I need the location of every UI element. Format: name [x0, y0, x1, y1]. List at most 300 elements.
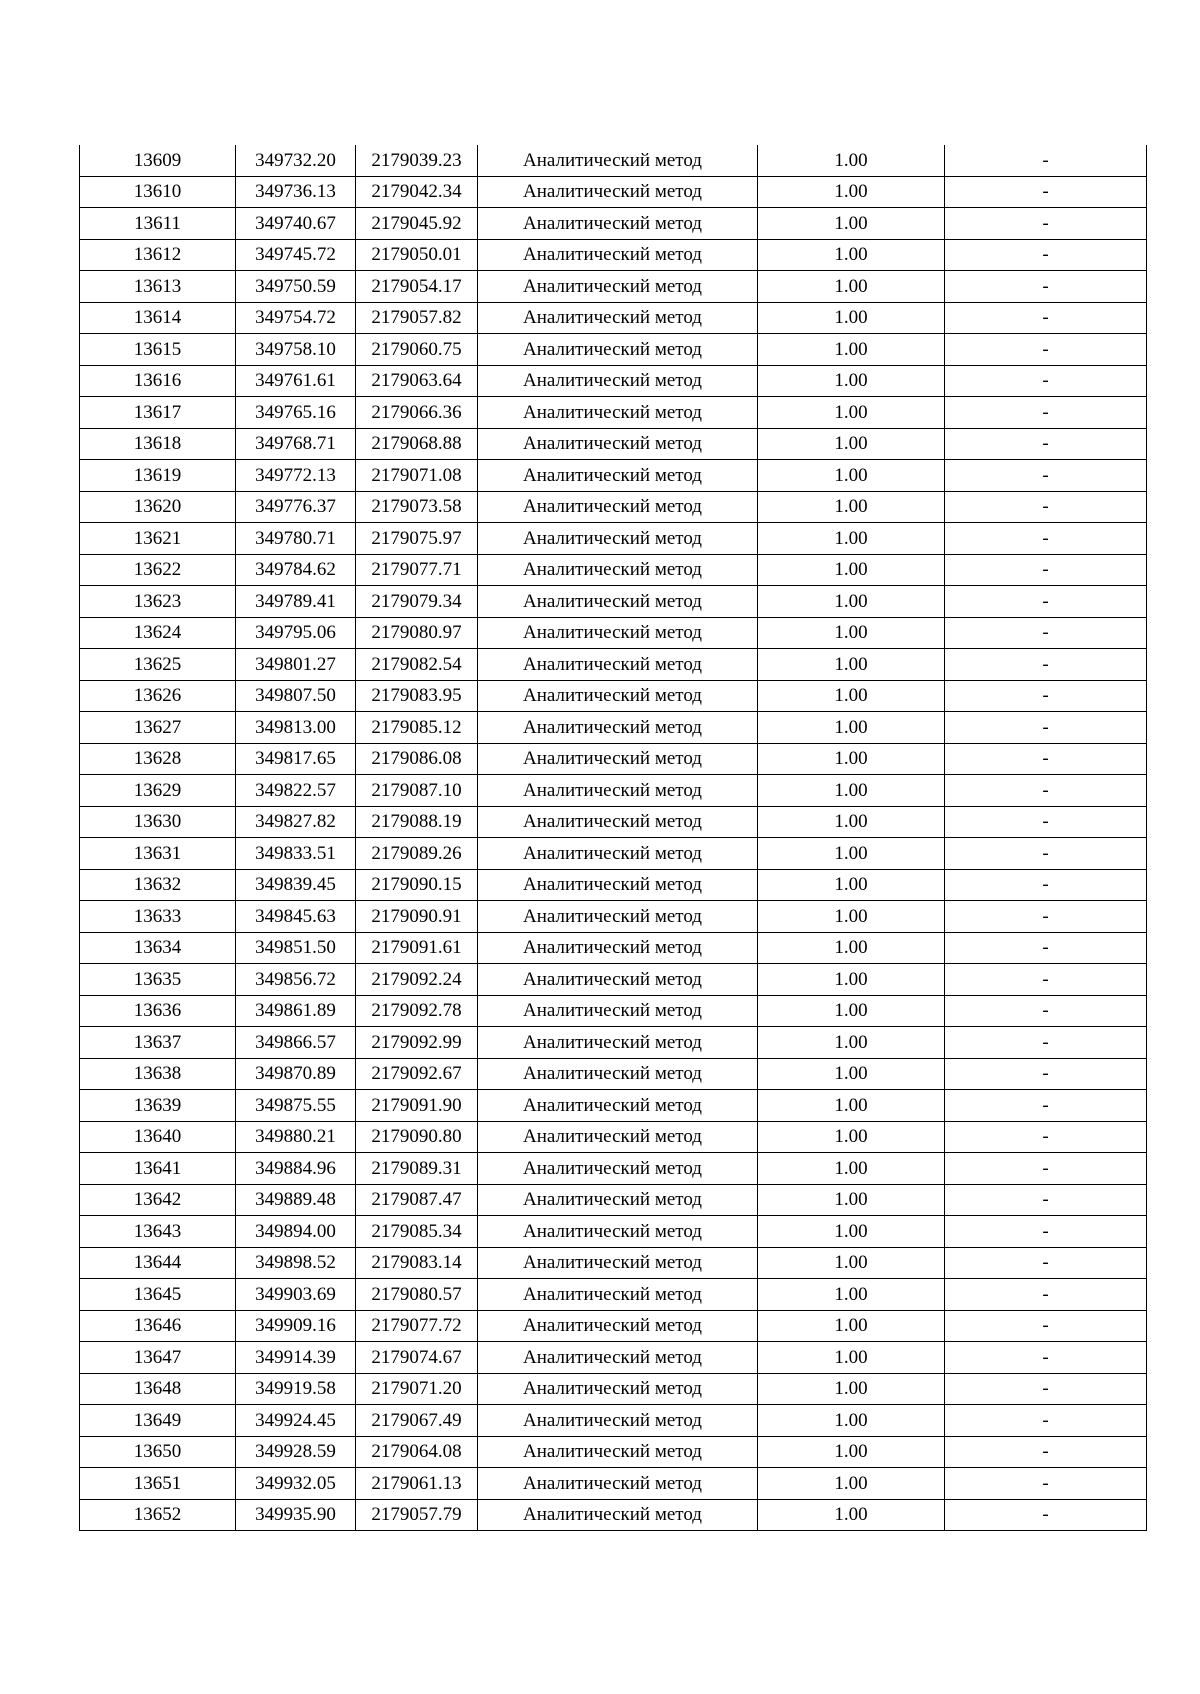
x-coordinate-cell: 349801.27	[236, 649, 356, 681]
x-coordinate-cell: 349772.13	[236, 460, 356, 492]
description-cell: -	[945, 1121, 1147, 1153]
description-cell: -	[945, 428, 1147, 460]
y-coordinate-cell: 2179067.49	[356, 1405, 478, 1437]
point-number-cell: 13630	[80, 806, 236, 838]
accuracy-cell: 1.00	[758, 1121, 945, 1153]
table-row	[80, 1153, 1147, 1185]
description-cell: -	[945, 397, 1147, 429]
method-cell: Аналитический метод	[478, 1468, 758, 1500]
description-cell: -	[945, 680, 1147, 712]
y-coordinate-cell: 2179064.08	[356, 1436, 478, 1468]
accuracy-cell: 1.00	[758, 1405, 945, 1437]
y-coordinate-cell: 2179050.01	[356, 239, 478, 271]
y-coordinate-cell: 2179090.15	[356, 869, 478, 901]
table-row	[80, 1468, 1147, 1500]
description-cell: -	[945, 365, 1147, 397]
y-coordinate-cell: 2179068.88	[356, 428, 478, 460]
point-number-cell: 13647	[80, 1342, 236, 1374]
point-number-cell: 13643	[80, 1216, 236, 1248]
table-row	[80, 1342, 1147, 1374]
accuracy-cell: 1.00	[758, 743, 945, 775]
point-number-cell: 13617	[80, 397, 236, 429]
y-coordinate-cell: 2179086.08	[356, 743, 478, 775]
y-coordinate-cell: 2179080.97	[356, 617, 478, 649]
accuracy-cell: 1.00	[758, 1310, 945, 1342]
method-cell: Аналитический метод	[478, 460, 758, 492]
y-coordinate-cell: 2179071.20	[356, 1373, 478, 1405]
description-cell: -	[945, 1342, 1147, 1374]
description-cell: -	[945, 806, 1147, 838]
table-row	[80, 806, 1147, 838]
table-row	[80, 1310, 1147, 1342]
accuracy-cell: 1.00	[758, 1499, 945, 1531]
x-coordinate-cell: 349861.89	[236, 995, 356, 1027]
description-cell: -	[945, 460, 1147, 492]
x-coordinate-cell: 349851.50	[236, 932, 356, 964]
table-row	[80, 176, 1147, 208]
method-cell: Аналитический метод	[478, 1090, 758, 1122]
method-cell: Аналитический метод	[478, 1216, 758, 1248]
coordinates-table-body	[80, 145, 1147, 1531]
table-row	[80, 775, 1147, 807]
accuracy-cell: 1.00	[758, 1436, 945, 1468]
description-cell: -	[945, 208, 1147, 240]
description-cell: -	[945, 1216, 1147, 1248]
x-coordinate-cell: 349924.45	[236, 1405, 356, 1437]
point-number-cell: 13648	[80, 1373, 236, 1405]
accuracy-cell: 1.00	[758, 712, 945, 744]
y-coordinate-cell: 2179092.24	[356, 964, 478, 996]
accuracy-cell: 1.00	[758, 365, 945, 397]
table-row	[80, 365, 1147, 397]
accuracy-cell: 1.00	[758, 869, 945, 901]
point-number-cell: 13626	[80, 680, 236, 712]
description-cell: -	[945, 1279, 1147, 1311]
table-row	[80, 1121, 1147, 1153]
y-coordinate-cell: 2179082.54	[356, 649, 478, 681]
method-cell: Аналитический метод	[478, 1373, 758, 1405]
x-coordinate-cell: 349919.58	[236, 1373, 356, 1405]
method-cell: Аналитический метод	[478, 1058, 758, 1090]
point-number-cell: 13640	[80, 1121, 236, 1153]
method-cell: Аналитический метод	[478, 932, 758, 964]
description-cell: -	[945, 145, 1147, 176]
table-row	[80, 239, 1147, 271]
y-coordinate-cell: 2179092.99	[356, 1027, 478, 1059]
method-cell: Аналитический метод	[478, 176, 758, 208]
y-coordinate-cell: 2179091.90	[356, 1090, 478, 1122]
point-number-cell: 13619	[80, 460, 236, 492]
x-coordinate-cell: 349889.48	[236, 1184, 356, 1216]
point-number-cell: 13611	[80, 208, 236, 240]
accuracy-cell: 1.00	[758, 428, 945, 460]
y-coordinate-cell: 2179088.19	[356, 806, 478, 838]
y-coordinate-cell: 2179042.34	[356, 176, 478, 208]
description-cell: -	[945, 932, 1147, 964]
method-cell: Аналитический метод	[478, 1153, 758, 1185]
accuracy-cell: 1.00	[758, 271, 945, 303]
x-coordinate-cell: 349894.00	[236, 1216, 356, 1248]
method-cell: Аналитический метод	[478, 680, 758, 712]
point-number-cell: 13637	[80, 1027, 236, 1059]
accuracy-cell: 1.00	[758, 901, 945, 933]
description-cell: -	[945, 1373, 1147, 1405]
method-cell: Аналитический метод	[478, 617, 758, 649]
point-number-cell: 13639	[80, 1090, 236, 1122]
point-number-cell: 13651	[80, 1468, 236, 1500]
point-number-cell: 13613	[80, 271, 236, 303]
y-coordinate-cell: 2179090.91	[356, 901, 478, 933]
table-row	[80, 869, 1147, 901]
x-coordinate-cell: 349870.89	[236, 1058, 356, 1090]
table-row	[80, 397, 1147, 429]
y-coordinate-cell: 2179077.72	[356, 1310, 478, 1342]
table-row	[80, 145, 1147, 176]
method-cell: Аналитический метод	[478, 712, 758, 744]
method-cell: Аналитический метод	[478, 806, 758, 838]
table-row	[80, 617, 1147, 649]
accuracy-cell: 1.00	[758, 397, 945, 429]
method-cell: Аналитический метод	[478, 1279, 758, 1311]
method-cell: Аналитический метод	[478, 1027, 758, 1059]
accuracy-cell: 1.00	[758, 932, 945, 964]
point-number-cell: 13625	[80, 649, 236, 681]
accuracy-cell: 1.00	[758, 1373, 945, 1405]
table-row	[80, 932, 1147, 964]
coordinates-table	[79, 145, 1147, 1531]
accuracy-cell: 1.00	[758, 208, 945, 240]
table-row	[80, 1373, 1147, 1405]
method-cell: Аналитический метод	[478, 901, 758, 933]
table-row	[80, 743, 1147, 775]
y-coordinate-cell: 2179092.78	[356, 995, 478, 1027]
y-coordinate-cell: 2179063.64	[356, 365, 478, 397]
description-cell: -	[945, 1310, 1147, 1342]
description-cell: -	[945, 1027, 1147, 1059]
x-coordinate-cell: 349822.57	[236, 775, 356, 807]
table-row	[80, 271, 1147, 303]
y-coordinate-cell: 2179075.97	[356, 523, 478, 555]
y-coordinate-cell: 2179087.47	[356, 1184, 478, 1216]
table-row	[80, 1184, 1147, 1216]
method-cell: Аналитический метод	[478, 743, 758, 775]
description-cell: -	[945, 586, 1147, 618]
x-coordinate-cell: 349935.90	[236, 1499, 356, 1531]
y-coordinate-cell: 2179079.34	[356, 586, 478, 618]
x-coordinate-cell: 349795.06	[236, 617, 356, 649]
y-coordinate-cell: 2179045.92	[356, 208, 478, 240]
x-coordinate-cell: 349866.57	[236, 1027, 356, 1059]
y-coordinate-cell: 2179085.34	[356, 1216, 478, 1248]
y-coordinate-cell: 2179066.36	[356, 397, 478, 429]
accuracy-cell: 1.00	[758, 523, 945, 555]
y-coordinate-cell: 2179057.82	[356, 302, 478, 334]
point-number-cell: 13610	[80, 176, 236, 208]
y-coordinate-cell: 2179090.80	[356, 1121, 478, 1153]
description-cell: -	[945, 1499, 1147, 1531]
method-cell: Аналитический метод	[478, 554, 758, 586]
description-cell: -	[945, 901, 1147, 933]
x-coordinate-cell: 349839.45	[236, 869, 356, 901]
x-coordinate-cell: 349765.16	[236, 397, 356, 429]
accuracy-cell: 1.00	[758, 1090, 945, 1122]
x-coordinate-cell: 349898.52	[236, 1247, 356, 1279]
table-row	[80, 1027, 1147, 1059]
point-number-cell: 13612	[80, 239, 236, 271]
point-number-cell: 13636	[80, 995, 236, 1027]
description-cell: -	[945, 1468, 1147, 1500]
method-cell: Аналитический метод	[478, 838, 758, 870]
description-cell: -	[945, 523, 1147, 555]
description-cell: -	[945, 302, 1147, 334]
method-cell: Аналитический метод	[478, 271, 758, 303]
description-cell: -	[945, 1090, 1147, 1122]
description-cell: -	[945, 1058, 1147, 1090]
description-cell: -	[945, 1247, 1147, 1279]
table-row	[80, 302, 1147, 334]
table-row	[80, 1436, 1147, 1468]
method-cell: Аналитический метод	[478, 334, 758, 366]
x-coordinate-cell: 349761.61	[236, 365, 356, 397]
x-coordinate-cell: 349768.71	[236, 428, 356, 460]
table-row	[80, 586, 1147, 618]
accuracy-cell: 1.00	[758, 1342, 945, 1374]
y-coordinate-cell: 2179089.26	[356, 838, 478, 870]
point-number-cell: 13642	[80, 1184, 236, 1216]
x-coordinate-cell: 349884.96	[236, 1153, 356, 1185]
method-cell: Аналитический метод	[478, 491, 758, 523]
y-coordinate-cell: 2179085.12	[356, 712, 478, 744]
accuracy-cell: 1.00	[758, 1468, 945, 1500]
point-number-cell: 13616	[80, 365, 236, 397]
description-cell: -	[945, 239, 1147, 271]
x-coordinate-cell: 349856.72	[236, 964, 356, 996]
method-cell: Аналитический метод	[478, 1499, 758, 1531]
point-number-cell: 13609	[80, 145, 236, 176]
y-coordinate-cell: 2179074.67	[356, 1342, 478, 1374]
point-number-cell: 13629	[80, 775, 236, 807]
accuracy-cell: 1.00	[758, 1153, 945, 1185]
y-coordinate-cell: 2179087.10	[356, 775, 478, 807]
x-coordinate-cell: 349789.41	[236, 586, 356, 618]
x-coordinate-cell: 349750.59	[236, 271, 356, 303]
x-coordinate-cell: 349732.20	[236, 145, 356, 176]
method-cell: Аналитический метод	[478, 145, 758, 176]
table-row	[80, 523, 1147, 555]
method-cell: Аналитический метод	[478, 869, 758, 901]
description-cell: -	[945, 964, 1147, 996]
point-number-cell: 13623	[80, 586, 236, 618]
table-row	[80, 712, 1147, 744]
x-coordinate-cell: 349909.16	[236, 1310, 356, 1342]
accuracy-cell: 1.00	[758, 1058, 945, 1090]
accuracy-cell: 1.00	[758, 176, 945, 208]
table-row	[80, 1499, 1147, 1531]
point-number-cell: 13615	[80, 334, 236, 366]
x-coordinate-cell: 349776.37	[236, 491, 356, 523]
y-coordinate-cell: 2179060.75	[356, 334, 478, 366]
point-number-cell: 13634	[80, 932, 236, 964]
y-coordinate-cell: 2179077.71	[356, 554, 478, 586]
x-coordinate-cell: 349880.21	[236, 1121, 356, 1153]
table-row	[80, 680, 1147, 712]
method-cell: Аналитический метод	[478, 964, 758, 996]
table-row	[80, 428, 1147, 460]
point-number-cell: 13649	[80, 1405, 236, 1437]
method-cell: Аналитический метод	[478, 775, 758, 807]
y-coordinate-cell: 2179061.13	[356, 1468, 478, 1500]
accuracy-cell: 1.00	[758, 617, 945, 649]
method-cell: Аналитический метод	[478, 1184, 758, 1216]
description-cell: -	[945, 712, 1147, 744]
x-coordinate-cell: 349758.10	[236, 334, 356, 366]
x-coordinate-cell: 349754.72	[236, 302, 356, 334]
table-row	[80, 1058, 1147, 1090]
method-cell: Аналитический метод	[478, 365, 758, 397]
accuracy-cell: 1.00	[758, 806, 945, 838]
accuracy-cell: 1.00	[758, 491, 945, 523]
y-coordinate-cell: 2179073.58	[356, 491, 478, 523]
x-coordinate-cell: 349740.67	[236, 208, 356, 240]
table-row	[80, 460, 1147, 492]
point-number-cell: 13646	[80, 1310, 236, 1342]
x-coordinate-cell: 349813.00	[236, 712, 356, 744]
accuracy-cell: 1.00	[758, 680, 945, 712]
y-coordinate-cell: 2179089.31	[356, 1153, 478, 1185]
table-row	[80, 1090, 1147, 1122]
description-cell: -	[945, 1405, 1147, 1437]
description-cell: -	[945, 176, 1147, 208]
method-cell: Аналитический метод	[478, 239, 758, 271]
method-cell: Аналитический метод	[478, 397, 758, 429]
point-number-cell: 13614	[80, 302, 236, 334]
x-coordinate-cell: 349736.13	[236, 176, 356, 208]
x-coordinate-cell: 349784.62	[236, 554, 356, 586]
table-row	[80, 964, 1147, 996]
description-cell: -	[945, 838, 1147, 870]
y-coordinate-cell: 2179054.17	[356, 271, 478, 303]
y-coordinate-cell: 2179071.08	[356, 460, 478, 492]
x-coordinate-cell: 349780.71	[236, 523, 356, 555]
accuracy-cell: 1.00	[758, 586, 945, 618]
accuracy-cell: 1.00	[758, 460, 945, 492]
method-cell: Аналитический метод	[478, 995, 758, 1027]
point-number-cell: 13631	[80, 838, 236, 870]
point-number-cell: 13632	[80, 869, 236, 901]
y-coordinate-cell: 2179083.95	[356, 680, 478, 712]
x-coordinate-cell: 349928.59	[236, 1436, 356, 1468]
point-number-cell: 13635	[80, 964, 236, 996]
point-number-cell: 13627	[80, 712, 236, 744]
x-coordinate-cell: 349903.69	[236, 1279, 356, 1311]
point-number-cell: 13638	[80, 1058, 236, 1090]
point-number-cell: 13650	[80, 1436, 236, 1468]
table-row	[80, 208, 1147, 240]
y-coordinate-cell: 2179057.79	[356, 1499, 478, 1531]
accuracy-cell: 1.00	[758, 1279, 945, 1311]
point-number-cell: 13620	[80, 491, 236, 523]
x-coordinate-cell: 349745.72	[236, 239, 356, 271]
y-coordinate-cell: 2179091.61	[356, 932, 478, 964]
table-row	[80, 1279, 1147, 1311]
accuracy-cell: 1.00	[758, 995, 945, 1027]
y-coordinate-cell: 2179039.23	[356, 145, 478, 176]
table-row	[80, 1405, 1147, 1437]
x-coordinate-cell: 349817.65	[236, 743, 356, 775]
y-coordinate-cell: 2179092.67	[356, 1058, 478, 1090]
x-coordinate-cell: 349932.05	[236, 1468, 356, 1500]
table-row	[80, 838, 1147, 870]
accuracy-cell: 1.00	[758, 1184, 945, 1216]
description-cell: -	[945, 1436, 1147, 1468]
point-number-cell: 13622	[80, 554, 236, 586]
x-coordinate-cell: 349833.51	[236, 838, 356, 870]
point-number-cell: 13644	[80, 1247, 236, 1279]
description-cell: -	[945, 869, 1147, 901]
description-cell: -	[945, 775, 1147, 807]
accuracy-cell: 1.00	[758, 554, 945, 586]
table-row	[80, 1247, 1147, 1279]
point-number-cell: 13624	[80, 617, 236, 649]
y-coordinate-cell: 2179080.57	[356, 1279, 478, 1311]
table-row	[80, 491, 1147, 523]
method-cell: Аналитический метод	[478, 208, 758, 240]
method-cell: Аналитический метод	[478, 1436, 758, 1468]
accuracy-cell: 1.00	[758, 775, 945, 807]
description-cell: -	[945, 491, 1147, 523]
method-cell: Аналитический метод	[478, 1310, 758, 1342]
table-row	[80, 901, 1147, 933]
description-cell: -	[945, 554, 1147, 586]
x-coordinate-cell: 349875.55	[236, 1090, 356, 1122]
method-cell: Аналитический метод	[478, 302, 758, 334]
method-cell: Аналитический метод	[478, 1121, 758, 1153]
method-cell: Аналитический метод	[478, 1247, 758, 1279]
method-cell: Аналитический метод	[478, 649, 758, 681]
point-number-cell: 13618	[80, 428, 236, 460]
accuracy-cell: 1.00	[758, 649, 945, 681]
description-cell: -	[945, 743, 1147, 775]
accuracy-cell: 1.00	[758, 1216, 945, 1248]
table-row	[80, 995, 1147, 1027]
description-cell: -	[945, 271, 1147, 303]
accuracy-cell: 1.00	[758, 145, 945, 176]
accuracy-cell: 1.00	[758, 964, 945, 996]
y-coordinate-cell: 2179083.14	[356, 1247, 478, 1279]
table-row	[80, 649, 1147, 681]
x-coordinate-cell: 349807.50	[236, 680, 356, 712]
point-number-cell: 13645	[80, 1279, 236, 1311]
table-row	[80, 554, 1147, 586]
point-number-cell: 13621	[80, 523, 236, 555]
description-cell: -	[945, 617, 1147, 649]
point-number-cell: 13628	[80, 743, 236, 775]
description-cell: -	[945, 649, 1147, 681]
method-cell: Аналитический метод	[478, 1342, 758, 1374]
accuracy-cell: 1.00	[758, 334, 945, 366]
point-number-cell: 13633	[80, 901, 236, 933]
table-row	[80, 1216, 1147, 1248]
x-coordinate-cell: 349845.63	[236, 901, 356, 933]
x-coordinate-cell: 349914.39	[236, 1342, 356, 1374]
x-coordinate-cell: 349827.82	[236, 806, 356, 838]
accuracy-cell: 1.00	[758, 838, 945, 870]
point-number-cell: 13652	[80, 1499, 236, 1531]
description-cell: -	[945, 334, 1147, 366]
table-row	[80, 334, 1147, 366]
point-number-cell: 13641	[80, 1153, 236, 1185]
description-cell: -	[945, 1153, 1147, 1185]
